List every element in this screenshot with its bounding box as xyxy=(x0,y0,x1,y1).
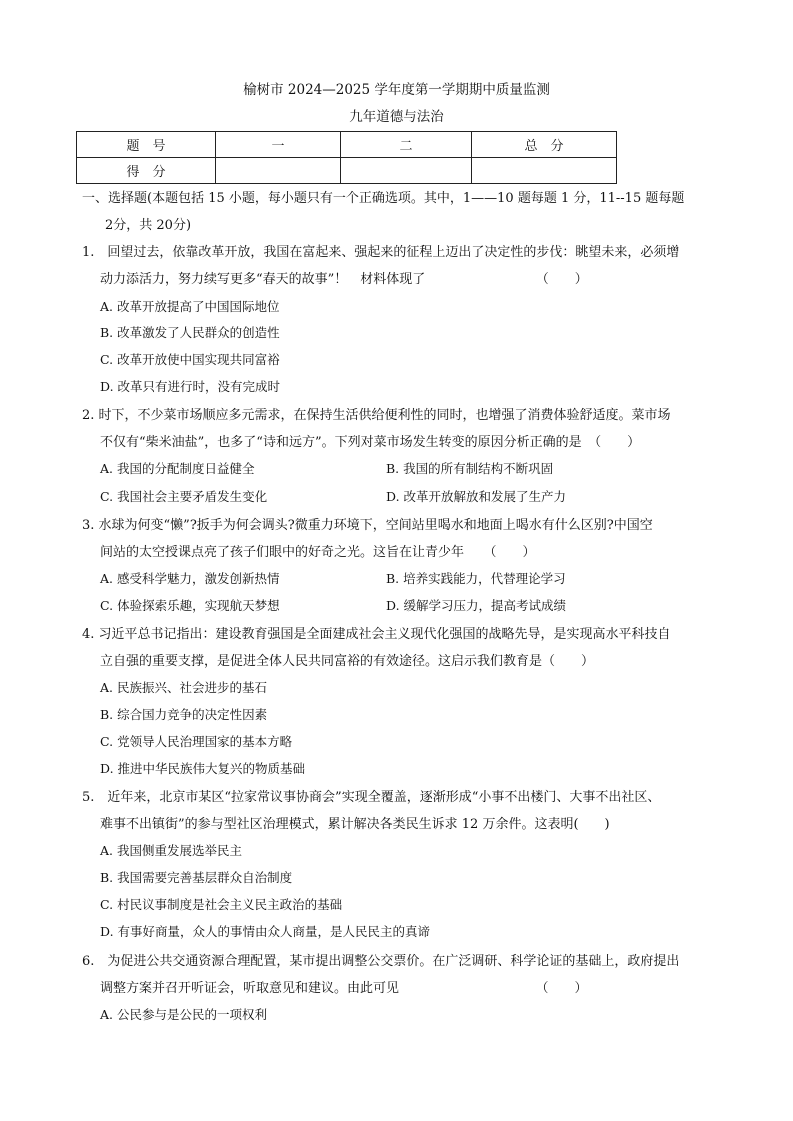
table-cell xyxy=(216,158,341,184)
exam-title: 榆树市 2024—2025 学年度第一学期期中质量监测 xyxy=(243,82,550,98)
question-5-option-a: A. 我国侧重发展选举民主 xyxy=(100,843,242,858)
question-5-option-d: D. 有事好商量，众人的事情由众人商量，是人民民主的真谛 xyxy=(100,924,431,939)
score-table xyxy=(76,131,617,184)
question-1-option-a: A. 改革开放提高了中国国际地位 xyxy=(100,299,280,314)
question-3-stem-line1: 3. 水球为何变“懒”?扳手为何会调头?微重力环境下，空间站里喝水和地面上喝水有什么区别?中国空 xyxy=(82,518,653,533)
question-3-option-c: C. 体验探索乐趣，实现航天梦想 xyxy=(100,598,280,613)
question-3-option-a: A. 感受科学魅力，激发创新热情 xyxy=(100,571,280,586)
question-4-option-c: C. 党领导人民治理国家的基本方略 xyxy=(100,734,293,749)
question-2-option-b: B. 我国的所有制结构不断巩固 xyxy=(386,461,554,476)
section-instructions-line2: 2分，共 20分) xyxy=(105,218,192,233)
question-6-option-a: A. 公民参与是公民的一项权利 xyxy=(100,1007,267,1022)
question-4-option-a: A. 民族振兴、社会进步的基石 xyxy=(100,680,267,695)
table-cell: 得 分 xyxy=(77,158,216,184)
question-5-stem-line2: 难事不出镇街”的参与型社区治理模式，累计解决各类民生诉求 12 万余件。这表明( ) xyxy=(100,817,610,832)
question-3-stem-line2: 间站的太空授课点亮了孩子们眼中的好奇之光。这旨在让青少年 （ ） xyxy=(100,545,536,560)
question-4-stem-line2: 立自强的重要支撑，是促进全体人民共同富裕的有效途径。这启示我们教育是（ ） xyxy=(100,654,595,669)
question-1-stem-line1: 1. 回望过去，依靠改革开放，我国在富起来、强起来的征程上迈出了决定性的步伐：眺望未来，必须增 xyxy=(82,245,680,260)
question-1-stem-line2: 动力添活力，努力续写更多“春天的故事”！ 材料体现了 （ ） xyxy=(100,272,588,287)
question-1-option-c: C. 改革开放使中国实现共同富裕 xyxy=(100,352,280,367)
question-1-option-d: D. 改革只有进行时，没有完成时 xyxy=(100,379,281,394)
table-cell xyxy=(472,158,617,184)
section-instructions-line1: 一、选择题(本题包括 15 小题，每小题只有一个正确选项。其中，1——10 题每题 1 分，11--15 题每题 xyxy=(82,191,685,206)
table-cell: 题 号 xyxy=(77,132,216,158)
question-1-option-b: B. 改革激发了人民群众的创造性 xyxy=(100,325,280,340)
question-2-option-d: D. 改革开放解放和发展了生产力 xyxy=(386,489,567,504)
question-5-option-b: B. 我国需要完善基层群众自治制度 xyxy=(100,870,293,885)
question-3-option-b: B. 培养实践能力，代替理论学习 xyxy=(386,571,566,586)
table-cell: 二 xyxy=(341,132,472,158)
question-4-option-b: B. 综合国力竞争的决定性因素 xyxy=(100,707,268,722)
question-2-stem-line2: 不仅有“柴米油盐”，也多了“诗和远方”。下列对菜市场发生转变的原因分析正确的是 （ ） xyxy=(100,435,641,450)
table-cell: 一 xyxy=(216,132,341,158)
question-5-option-c: C. 村民议事制度是社会主义民主政治的基础 xyxy=(100,897,343,912)
question-6-stem-line2: 调整方案并召开听证会，听取意见和建议。由此可见 （ ） xyxy=(100,981,588,996)
table-cell: 总 分 xyxy=(472,132,617,158)
table-cell xyxy=(341,158,472,184)
question-6-stem-line1: 6. 为促进公共交通资源合理配置，某市提出调整公交票价。在广泛调研、科学论证的基础上，政府提出 xyxy=(82,954,680,969)
exam-subtitle: 九年道德与法治 xyxy=(349,109,444,125)
question-4-stem-line1: 4. 习近平总书记指出：建设教育强国是全面建成社会主义现代化强国的战略先导，是实现高水平科技自 xyxy=(82,627,671,642)
question-2-option-c: C. 我国社会主要矛盾发生变化 xyxy=(100,489,268,504)
question-2-option-a: A. 我国的分配制度日益健全 xyxy=(100,461,255,476)
question-2-stem-line1: 2. 时下，不少菜市场顺应多元需求，在保持生活供给便利性的同时，也增强了消费体验舒适度。菜市场 xyxy=(82,408,671,423)
score-table-score-row xyxy=(77,158,617,184)
score-table-header-row xyxy=(77,132,617,158)
question-4-option-d: D. 推进中华民族伟大复兴的物质基础 xyxy=(100,761,306,776)
question-5-stem-line1: 5. 近年来，北京市某区“拉家常议事协商会”实现全覆盖，逐渐形成“小事不出楼门、大事不出社区、 xyxy=(82,790,661,805)
question-3-option-d: D. 缓解学习压力，提高考试成绩 xyxy=(386,598,567,613)
